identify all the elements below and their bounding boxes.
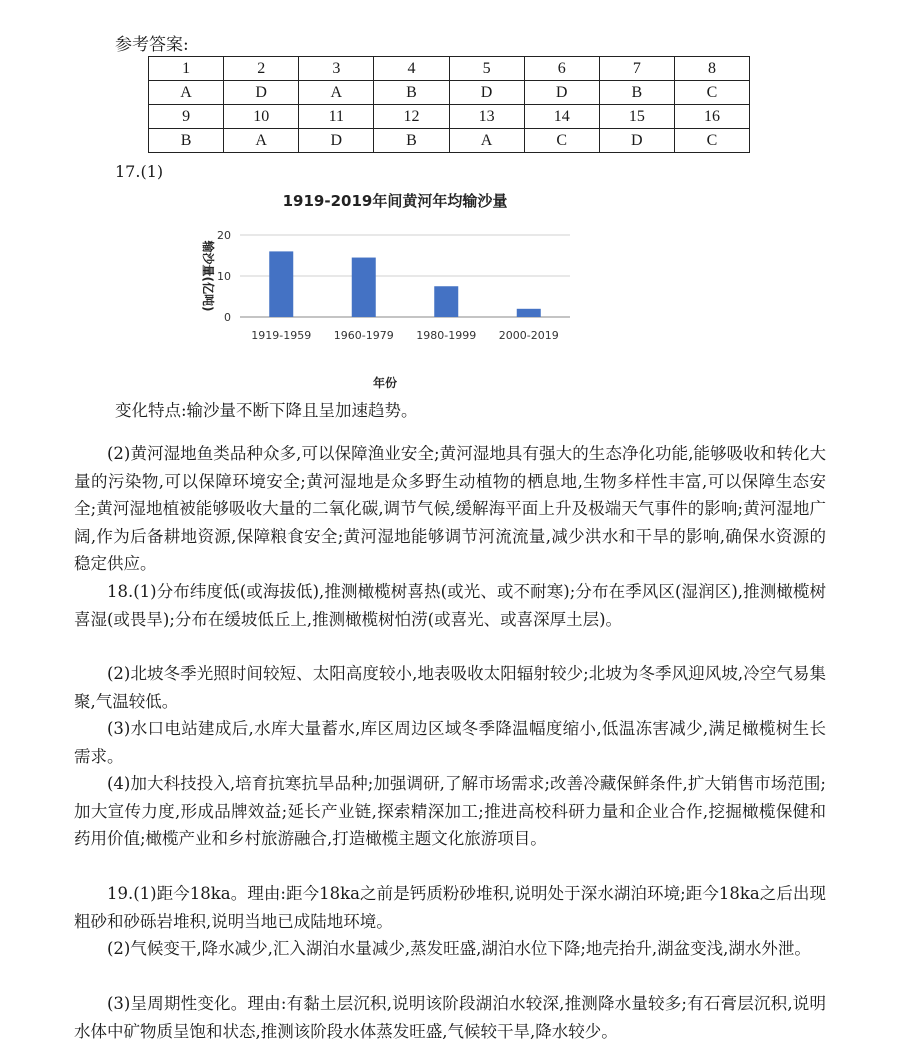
question-17-label: 17.(1) [115,162,164,181]
x-category-label: 1960-1979 [333,329,394,342]
y-tick-label: 20 [217,229,231,242]
x-axis-label: 年份 [372,376,398,390]
answer-table-cell: D [524,81,599,105]
answer-18-2: (2)北坡冬季光照时间较短、太阳高度较小,地表吸收太阳辐射较少;北坡为冬季风迎风坡,冷空气易集聚,气温较低。 [74,664,826,711]
answer-19-1: 19.(1)距今18ka。理由:距今18ka之前是钙质粉砂堆积,说明处于深水湖泊环境;距今18ka之后出现粗砂和砂砾岩堆积,说明当地已成陆地环境。 [74,884,826,931]
y-axis-label: 输沙量(亿吨) [201,240,215,312]
answer-table-cell: 1 [149,57,224,81]
answer-table-cell: 15 [599,105,674,129]
answer-table-row [149,105,750,129]
x-category-label: 1980-1999 [416,329,477,342]
chart-bar [352,258,376,317]
answer-table-cell: 7 [599,57,674,81]
answer-table-cell: C [674,81,749,105]
change-feature-text: 变化特点:输沙量不断下降且呈加速趋势。 [115,401,418,420]
chart-bar [517,309,541,317]
chart-bar [269,251,293,317]
answer-table-cell: A [224,129,299,153]
answer-table-cell: 11 [299,105,374,129]
answer-19-2: (2)气候变干,降水减少,汇入湖泊水量减少,蒸发旺盛,湖泊水位下降;地壳抬升,湖盆变浅,湖水外泄。 [107,939,811,958]
answer-table-cell: B [374,81,449,105]
answer-table-cell: C [524,129,599,153]
answer-heading: 参考答案: [115,35,189,55]
answer-table-row [149,129,750,153]
answer-table-cell: 2 [224,57,299,81]
sediment-bar-chart [180,180,580,395]
answer-table-cell: 14 [524,105,599,129]
answer-table-cell: D [224,81,299,105]
answer-table-cell: 4 [374,57,449,81]
answer-table-cell: 6 [524,57,599,81]
answer-table-row [149,81,750,105]
answer-table-cell: 3 [299,57,374,81]
answer-19-3: (3)呈周期性变化。理由:有黏土层沉积,说明该阶段湖泊水较深,推测降水量较多;有石膏层沉积,说明水体中矿物质呈饱和状态,推测该阶段水体蒸发旺盛,气候较干旱,降水较少。 [74,994,826,1041]
answer-table-cell: A [149,81,224,105]
answer-table-cell: 10 [224,105,299,129]
answer-table-cell: D [299,129,374,153]
answer-table-cell: D [599,129,674,153]
answer-table-cell: B [374,129,449,153]
x-category-label: 1919-1959 [251,329,312,342]
answer-table-cell: C [674,129,749,153]
chart-title: 1919-2019年间黄河年均输沙量 [282,192,508,210]
answer-table-cell: A [449,129,524,153]
answer-18-4: (4)加大科技投入,培育抗寒抗旱品种;加强调研,了解市场需求;改善冷藏保鲜条件,扩大销售市场范围;加大宣传力度,形成品牌效益;延长产业链,探索精深加工;推进高校科研力量和企业合作,挖掘橄榄保健和药用价值;橄榄产业和乡村旅游融合,打造橄榄主题文化旅游项目。 [74,774,826,848]
answer-table-cell: 16 [674,105,749,129]
y-tick-label: 10 [217,270,231,283]
answer-17-2: (2)黄河湿地鱼类品种众多,可以保障渔业安全;黄河湿地具有强大的生态净化功能,能够吸收和转化大量的污染物,可以保障环境安全;黄河湿地是众多野生动植物的栖息地,生物多样性丰富,可以保障生态安全;黄河湿地植被能够吸收大量的二氧化碳,调节气候,缓解海平面上升及极端天气事件的影响;黄河湿地广阔,作为后备耕地资源,保障粮食安全;黄河湿地能够调节河流流量,减少洪水和干旱的影响,确保水资源的稳定供应。 [74,444,826,573]
answer-table-row [149,57,750,81]
answer-table-cell: 12 [374,105,449,129]
answer-18-3: (3)水口电站建成后,水库大量蓄水,库区周边区域冬季降温幅度缩小,低温冻害减少,满足橄榄树生长需求。 [74,719,826,766]
answer-table-cell: 8 [674,57,749,81]
answer-table-cell: 9 [149,105,224,129]
answer-table-cell: 13 [449,105,524,129]
y-tick-label: 0 [224,311,231,324]
x-category-label: 2000-2019 [498,329,559,342]
answer-table-cell: 5 [449,57,524,81]
answer-table-cell: B [149,129,224,153]
chart-bar [434,286,458,317]
answer-table-cell: B [599,81,674,105]
answer-table [148,56,750,153]
answer-table-cell: D [449,81,524,105]
answer-18-1: 18.(1)分布纬度低(或海拔低),推测橄榄树喜热(或光、或不耐寒);分布在季风区(湿润区),推测橄榄树喜湿(或畏旱);分布在缓坡低丘上,推测橄榄树怕涝(或喜光、或喜深厚土层)。 [74,582,826,629]
answer-table-cell: A [299,81,374,105]
